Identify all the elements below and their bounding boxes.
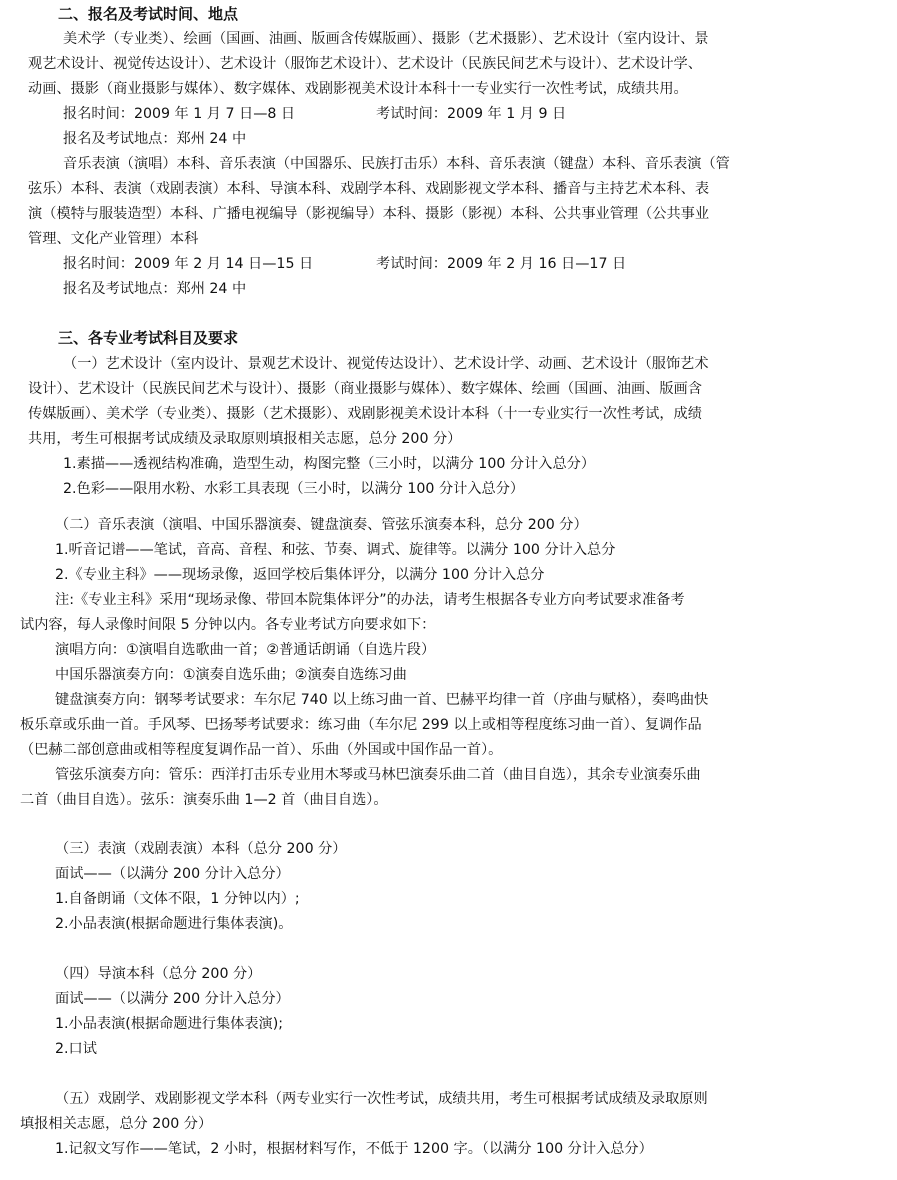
exam-time: 考试时间：2009 年 2 月 16 日—17 日 [376,256,627,272]
list-item: 1.听音记谱——笔试，音高、音程、和弦、节奏、调式、旋律等。以满分 100 分计入总分 [55,542,616,558]
note-line: 试内容，每人录像时间限 5 分钟以内。各专业考试方向要求如下： [20,617,436,633]
paragraph-line: 观艺术设计、视觉传达设计）、艺术设计（服饰艺术设计）、艺术设计（民族民间艺术与设计）、艺术设计学、 [28,56,702,72]
list-item: 1.记叙文写作——笔试，2 小时，根据材料写作，不低于 1200 字。（以满分 100 分计入总分） [55,1141,653,1157]
registration-time: 报名时间：2009 年 1 月 7 日—8 日 [63,106,296,122]
paragraph-line: 板乐章或乐曲一首。手风琴、巴扬琴考试要求：练习曲（车尔尼 299 以上或相等程度练习曲一首）、复调作品 [20,717,702,733]
list-item: 1.素描——透视结构准确，造型生动，构图完整（三小时，以满分 100 分计入总分） [63,456,596,472]
interview-line: 面试——（以满分 200 分计入总分） [55,991,290,1007]
list-item: 1.小品表演(根据命题进行集体表演); [55,1016,284,1032]
subsection-title: （四）导演本科（总分 200 分） [55,966,262,982]
list-item: 2.小品表演(根据命题进行集体表演)。 [55,916,293,932]
note-line: 注:《专业主科》采用“现场录像、带回本院集体评分”的办法，请考生根据各专业方向考试要求准备考 [55,592,685,608]
vocal-direction: 演唱方向：①演唱自选歌曲一首；②普通话朗诵（自选片段） [55,642,436,658]
list-item: 1.自备朗诵（文体不限，1 分钟以内）; [55,891,300,907]
section-heading-subjects: 三、各专业考试科目及要求 [58,329,239,347]
paragraph-line: 共用，考生可根据考试成绩及录取原则填报相关志愿，总分 200 分） [28,431,462,447]
subsection-title: （三）表演（戏剧表演）本科（总分 200 分） [55,841,347,857]
subsection-title: （五）戏剧学、戏剧影视文学本科（两专业实行一次性考试，成绩共用，考生可根据考试成绩及录取原则 [55,1091,708,1107]
paragraph-line: 动画、摄影（商业摄影与媒体）、数字媒体、戏剧影视美术设计本科十一专业实行一次性考试，成绩共用。 [28,81,688,97]
paragraph-line: （一）艺术设计（室内设计、景观艺术设计、视觉传达设计）、艺术设计学、动画、艺术设计（服饰艺术 [63,356,709,372]
paragraph-line: 弦乐）本科、表演（戏剧表演）本科、导演本科、戏剧学本科、戏剧影视文学本科、播音与主持艺术本科、表 [28,181,710,197]
paragraph-line: 美术学（专业类）、绘画（国画、油画、版画含传媒版画）、摄影（艺术摄影）、艺术设计（室内设计、景 [63,31,709,47]
exam-time: 考试时间：2009 年 1 月 9 日 [376,106,567,122]
list-item: 2.《专业主科》——现场录像，返回学校后集体评分，以满分 100 分计入总分 [55,567,545,583]
chinese-instrument-direction: 中国乐器演奏方向：①演奏自选乐曲；②演奏自选练习曲 [55,667,407,683]
paragraph-line: 填报相关志愿，总分 200 分） [20,1116,213,1132]
orchestral-direction: 管弦乐演奏方向：管乐：西洋打击乐专业用木琴或马林巴演奏乐曲二首（曲目自选），其余专业演奏乐曲 [55,767,701,783]
interview-line: 面试——（以满分 200 分计入总分） [55,866,290,882]
paragraph-line: 演（模特与服装造型）本科、广播电视编导（影视编导）本科、摄影（影视）本科、公共事业管理（公共事业 [28,206,710,222]
section-heading-registration: 二、报名及考试时间、地点 [58,5,239,23]
paragraph-line: 设计）、艺术设计（民族民间艺术与设计）、摄影（商业摄影与媒体）、数字媒体、绘画（国画、油画、版画含 [28,381,702,397]
list-item: 2.口试 [55,1041,97,1057]
registration-time: 报名时间：2009 年 2 月 14 日—15 日 [63,256,314,272]
keyboard-direction: 键盘演奏方向：钢琴考试要求：车尔尼 740 以上练习曲一首、巴赫平均律一首（序曲与赋格），奏鸣曲快 [55,692,709,708]
exam-location: 报名及考试地点：郑州 24 中 [63,281,247,297]
paragraph-line: （巴赫二部创意曲或相等程度复调作品一首）、乐曲（外国或中国作品一首）。 [20,742,503,758]
paragraph-line: 音乐表演（演唱）本科、音乐表演（中国器乐、民族打击乐）本科、音乐表演（键盘）本科、音乐表演（管 [63,156,730,172]
paragraph-line: 二首（曲目自选）。弦乐：演奏乐曲 1—2 首（曲目自选）。 [20,792,388,808]
paragraph-line: 传媒版画）、美术学（专业类）、摄影（艺术摄影）、戏剧影视美术设计本科（十一专业实行一次性考试，成绩 [28,406,702,422]
paragraph-line: 管理、文化产业管理）本科 [28,231,199,247]
subsection-title: （二）音乐表演（演唱、中国乐器演奏、键盘演奏、管弦乐演奏本科，总分 200 分） [55,517,588,533]
exam-location: 报名及考试地点：郑州 24 中 [63,131,247,147]
list-item: 2.色彩——限用水粉、水彩工具表现（三小时，以满分 100 分计入总分） [63,481,525,497]
